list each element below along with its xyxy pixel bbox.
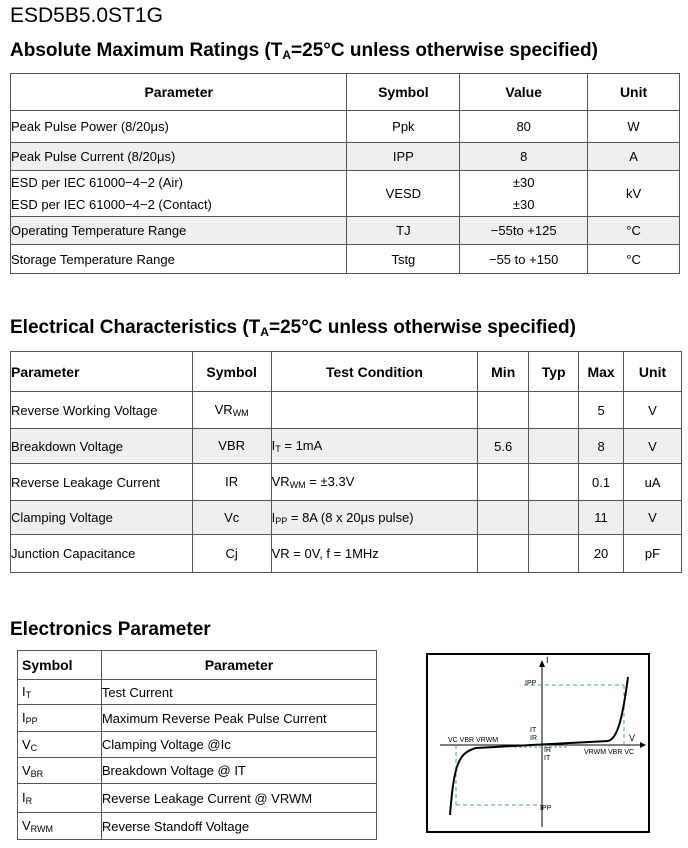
- table-row: [11, 392, 682, 429]
- symbol-main: VR: [214, 402, 233, 417]
- table-row: [11, 245, 680, 274]
- cell-parameter: Reverse Working Voltage: [11, 392, 193, 429]
- cell-typ: [529, 429, 579, 464]
- cell-parameter: Peak Pulse Current (8/20μs): [11, 143, 347, 171]
- cell-max: 20: [579, 535, 624, 573]
- test-rest: = 8A (8 x 20μs pulse): [287, 509, 414, 525]
- right-voltage-labels: VRWM VBR VC: [584, 749, 635, 756]
- cell-parameter: Operating Temperature Range: [11, 217, 347, 245]
- cell-unit: kV: [588, 171, 680, 217]
- cell-symbol: Tstg: [347, 245, 460, 274]
- ec-heading: [10, 317, 576, 339]
- test-sub: WM: [289, 480, 306, 490]
- cell-value-line1: ±30: [512, 174, 535, 190]
- cell-max: 0.1: [579, 464, 624, 501]
- absolute-max-ratings-table: [10, 73, 680, 274]
- symbol-main: IR: [225, 474, 239, 489]
- cell-typ: [529, 535, 579, 573]
- cell-unit: pF: [624, 535, 682, 573]
- ec-heading-rest: =25°C unless otherwise specified): [268, 317, 576, 338]
- electrical-characteristics-table: [10, 351, 682, 573]
- test-main: I: [271, 438, 276, 453]
- cell-test-condition: [271, 429, 478, 464]
- symbol-sub: BR: [30, 768, 44, 779]
- i-axis-arrow: [539, 660, 545, 667]
- cell-symbol: [192, 429, 271, 464]
- cell-unit: °C: [588, 245, 680, 274]
- table-row: [18, 784, 377, 813]
- cell-test-condition: [271, 392, 478, 429]
- cell-unit: V: [624, 429, 682, 464]
- amr-heading: [10, 40, 598, 62]
- table-row: [11, 464, 682, 501]
- col-header-value: Value: [460, 74, 588, 111]
- ipp-top-label: IPP: [525, 680, 537, 687]
- cell-typ: [529, 392, 579, 429]
- cell-value: [460, 171, 588, 217]
- col-header-parameter: Parameter: [11, 74, 347, 111]
- cell-parameter: Breakdown Voltage: [11, 429, 193, 464]
- table-row: [11, 535, 682, 573]
- ipp-bottom-label: IPP: [540, 805, 552, 812]
- test-sub: PP: [275, 515, 288, 526]
- col-header-min: Min: [478, 352, 529, 392]
- cell-parameter: [11, 171, 347, 217]
- cell-symbol: [192, 535, 271, 573]
- symbol-main: Cj: [225, 545, 238, 561]
- cell-min: 5.6: [478, 429, 529, 464]
- cell-test-condition: [271, 535, 478, 573]
- cell-symbol: [18, 680, 102, 705]
- document-title: ESD5B5.0ST1G: [10, 4, 163, 27]
- symbol-main: VBR: [218, 438, 246, 453]
- col-header-symbol: Symbol: [18, 651, 102, 680]
- cell-symbol: [192, 464, 271, 501]
- symbol-main: I: [22, 790, 26, 805]
- table-header-row: [11, 352, 682, 392]
- symbol-main: Vc: [224, 509, 240, 525]
- cell-symbol: TJ: [347, 217, 460, 245]
- cell-typ: [529, 464, 579, 501]
- symbol-sub: C: [30, 742, 38, 753]
- cell-parameter-line1: ESD per IEC 61000−4−2 (Air): [11, 174, 183, 190]
- ep-heading: Electronics Parameter: [10, 619, 211, 640]
- amr-heading-sub: A: [282, 48, 292, 62]
- cell-parameter: Junction Capacitance: [11, 535, 193, 573]
- col-header-parameter: Parameter: [101, 651, 376, 680]
- cell-parameter: Reverse Leakage Current @ VRWM: [101, 784, 376, 813]
- ec-heading-sub: A: [260, 325, 269, 339]
- left-voltage-labels: VC VBR VRWM: [448, 737, 499, 744]
- table-row: [11, 143, 680, 171]
- ir-top-label: IR: [530, 735, 537, 742]
- col-header-test-condition: Test Condition: [271, 352, 478, 392]
- symbol-main: I: [22, 710, 26, 725]
- it-bottom-label: IT: [544, 755, 551, 762]
- col-header-max: Max: [579, 352, 624, 392]
- cell-parameter: Reverse Leakage Current: [11, 464, 193, 501]
- cell-unit: V: [624, 392, 682, 429]
- col-header-parameter: Parameter: [11, 352, 193, 392]
- symbol-main: V: [22, 762, 31, 778]
- cell-min: [478, 464, 529, 501]
- cell-min: [478, 501, 529, 535]
- v-axis-arrow: [640, 742, 646, 748]
- cell-unit: °C: [588, 217, 680, 245]
- col-header-typ: Typ: [529, 352, 579, 392]
- cell-parameter: Peak Pulse Power (8/20μs): [11, 111, 347, 143]
- cell-unit: A: [588, 143, 680, 171]
- cell-symbol: IPP: [347, 143, 460, 171]
- col-header-symbol: Symbol: [192, 352, 271, 392]
- cell-parameter: Maximum Reverse Peak Pulse Current: [101, 705, 376, 732]
- symbol-main: V: [22, 736, 31, 752]
- table-row: [11, 217, 680, 245]
- test-main: VR: [271, 474, 290, 489]
- amr-heading-main: Absolute Maximum Ratings (T: [10, 40, 283, 61]
- symbol-main: V: [22, 818, 31, 833]
- test-rest: = 1mA: [280, 438, 323, 453]
- table-header-row: [11, 74, 680, 111]
- col-header-symbol: Symbol: [347, 74, 460, 111]
- electronics-parameter-table: [17, 650, 377, 840]
- cell-value-line2: ±30: [512, 196, 535, 212]
- cell-max: 8: [579, 429, 624, 464]
- test-main: VR = 0V, f = 1MHz: [271, 545, 379, 561]
- table-row: [18, 813, 377, 840]
- axis-v-label: V: [629, 733, 636, 743]
- ir-bottom-label: IR: [544, 747, 551, 754]
- iv-curve-diagram: [426, 653, 650, 833]
- cell-parameter: Reverse Standoff Voltage: [101, 813, 376, 840]
- cell-value: 80: [460, 111, 588, 143]
- table-row: [11, 171, 680, 217]
- cell-min: [478, 535, 529, 573]
- cell-symbol: [192, 392, 271, 429]
- cell-test-condition: [271, 501, 478, 535]
- ec-heading-main: Electrical Characteristics (T: [10, 317, 261, 338]
- table-header-row: [18, 651, 377, 680]
- cell-parameter: Breakdown Voltage @ IT: [101, 758, 376, 784]
- cell-parameter-line2: ESD per IEC 61000−4−2 (Contact): [11, 196, 212, 212]
- test-rest: = ±3.3V: [305, 474, 355, 489]
- cell-parameter: Clamping Voltage @Ic: [101, 732, 376, 758]
- it-top-label: IT: [530, 727, 537, 734]
- table-row: [18, 705, 377, 732]
- cell-symbol: [18, 705, 102, 732]
- cell-symbol: Ppk: [347, 111, 460, 143]
- table-row: [11, 111, 680, 143]
- cell-symbol: [18, 758, 102, 784]
- cell-symbol: VESD: [347, 171, 460, 217]
- axis-i-label: I: [546, 655, 549, 665]
- iv-curve-path: [450, 677, 628, 815]
- cell-symbol: [18, 732, 102, 758]
- cell-min: [478, 392, 529, 429]
- table-row: [11, 429, 682, 464]
- symbol-main: I: [22, 684, 26, 699]
- cell-unit: V: [624, 501, 682, 535]
- symbol-sub: R: [25, 796, 33, 806]
- symbol-sub: WM: [232, 408, 249, 418]
- cell-unit: W: [588, 111, 680, 143]
- table-row: [18, 758, 377, 784]
- cell-symbol: [18, 784, 102, 813]
- cell-value: 8: [460, 143, 588, 171]
- test-main: I: [271, 509, 276, 525]
- table-row: [11, 501, 682, 535]
- cell-parameter: Clamping Voltage: [11, 501, 193, 535]
- cell-max: 5: [579, 392, 624, 429]
- table-row: [18, 732, 377, 758]
- col-header-unit: Unit: [624, 352, 682, 392]
- cell-parameter: Test Current: [101, 680, 376, 705]
- cell-symbol: [18, 813, 102, 840]
- symbol-sub: T: [25, 690, 32, 700]
- cell-typ: [529, 501, 579, 535]
- symbol-sub: PP: [25, 716, 38, 726]
- cell-symbol: [192, 501, 271, 535]
- cell-value: −55to +125: [460, 217, 588, 245]
- test-sub: T: [275, 444, 281, 454]
- amr-heading-rest: =25°C unless otherwise specified): [291, 40, 598, 61]
- cell-test-condition: [271, 464, 478, 501]
- table-row: [18, 680, 377, 705]
- cell-value: −55 to +150: [460, 245, 588, 274]
- col-header-unit: Unit: [588, 74, 680, 111]
- cell-max: 11: [579, 501, 624, 535]
- cell-parameter: Storage Temperature Range: [11, 245, 347, 274]
- cell-unit: uA: [624, 464, 682, 501]
- symbol-sub: RWM: [30, 824, 54, 834]
